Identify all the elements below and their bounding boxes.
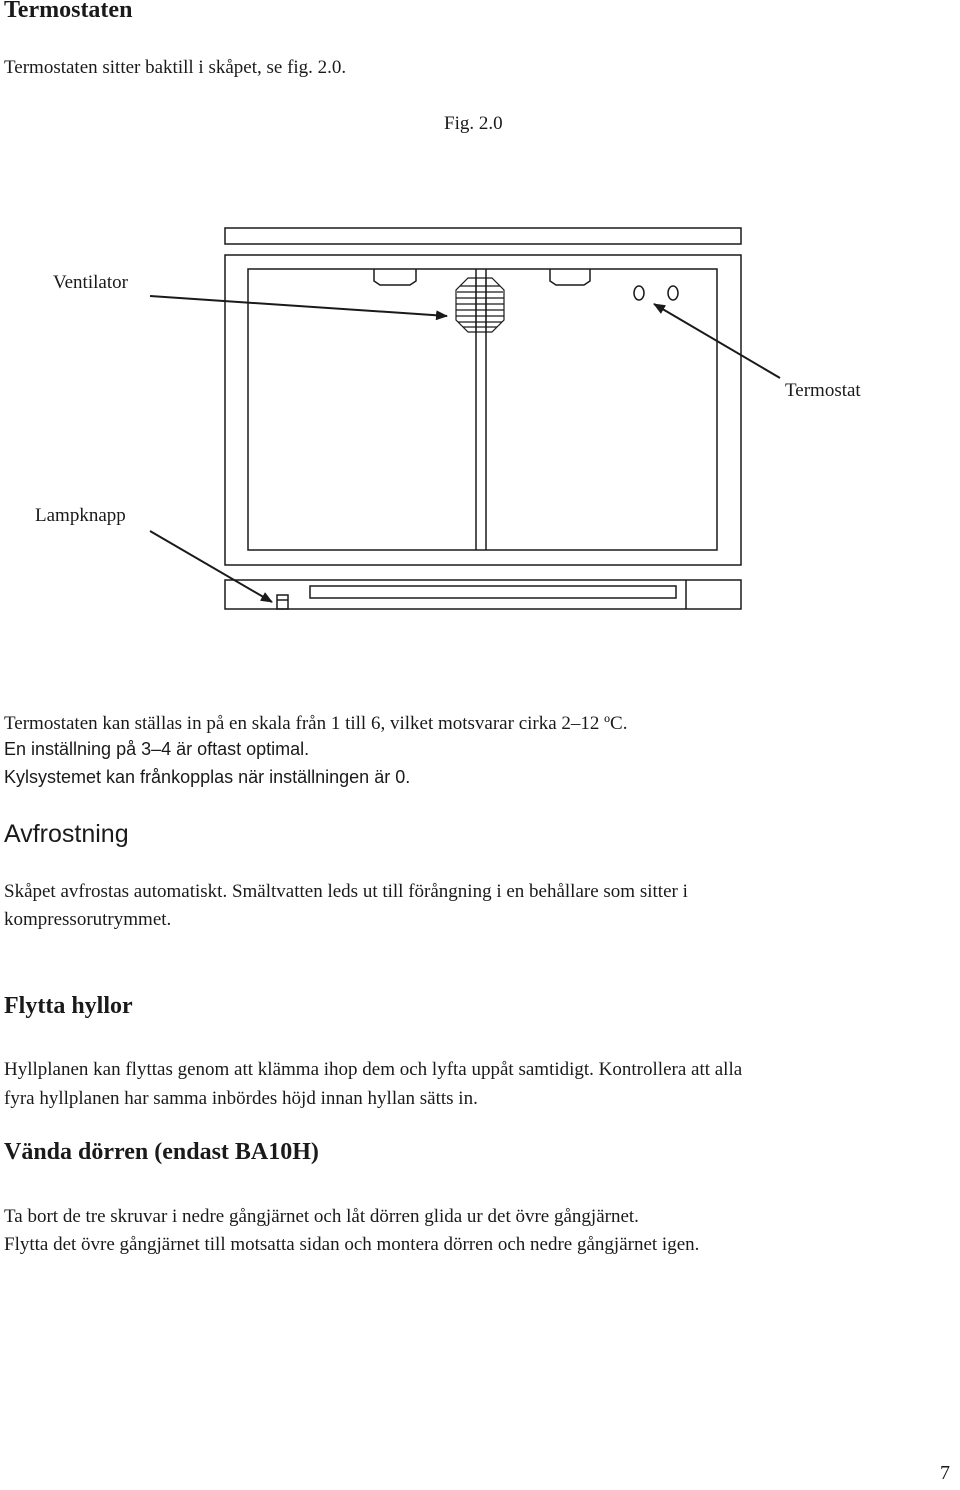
defrost-text-line: Skåpet avfrostas automatiskt. Smältvatten leds ut till förångning i en behållare som sitter i <box>4 881 688 902</box>
heading-vanda-dorren: Vända dörren (endast BA10H) <box>4 1139 319 1165</box>
shelves-text-line: Hyllplanen kan flyttas genom att klämma ihop dem och lyfta uppåt samtidigt. Kontrollera att alla <box>4 1059 743 1080</box>
bracket-right <box>550 269 590 285</box>
heading-termostaten: Termostaten <box>4 0 133 23</box>
thermostat-text-line: Termostaten kan ställas in på en skala från 1 till 6, vilket motsvarar cirka 2–12 ºC. <box>4 713 628 734</box>
thermostat-text-line: Kylsystemet kan frånkopplas när inställningen är 0. <box>4 767 411 787</box>
cabinet-outer <box>225 255 741 565</box>
figure-caption: Fig. 2.0 <box>444 113 503 134</box>
label-ventilator: Ventilator <box>53 272 128 293</box>
top-rail <box>225 228 741 244</box>
label-termostat: Termostat <box>785 380 861 401</box>
base-panel <box>225 580 741 609</box>
fridge-rear-diagram <box>0 0 960 640</box>
ventilator-icon <box>456 278 504 332</box>
shelves-text-line: fyra hyllplanen har samma inbördes höjd innan hyllan sätts in. <box>4 1088 478 1109</box>
thermostat-knob-icon <box>634 286 644 300</box>
page-number: 7 <box>940 1462 950 1484</box>
defrost-text-line: kompressorutrymmet. <box>4 909 172 930</box>
thermostat-text-line: En inställning på 3–4 är oftast optimal. <box>4 739 310 759</box>
thermostat-knob-icon <box>668 286 678 300</box>
lamp-button-icon <box>277 595 288 609</box>
lampknapp-arrow <box>150 531 272 602</box>
ventilator-arrow <box>150 296 447 316</box>
heading-flytta-hyllor: Flytta hyllor <box>4 993 133 1019</box>
bracket-left <box>374 269 416 285</box>
door-text-line: Ta bort de tre skruvar i nedre gångjärnet och låt dörren glida ur det övre gångjärnet. <box>4 1206 639 1227</box>
door-text-line: Flytta det övre gångjärnet till motsatta sidan och montera dörren och nedre gångjärnet igen. <box>4 1234 700 1255</box>
label-lampknapp: Lampknapp <box>35 505 126 526</box>
base-slot <box>310 586 676 598</box>
cabinet-inner <box>248 269 717 550</box>
heading-avfrostning: Avfrostning <box>4 820 129 848</box>
thermostat-intro: Termostaten sitter baktill i skåpet, se fig. 2.0. <box>4 57 347 78</box>
